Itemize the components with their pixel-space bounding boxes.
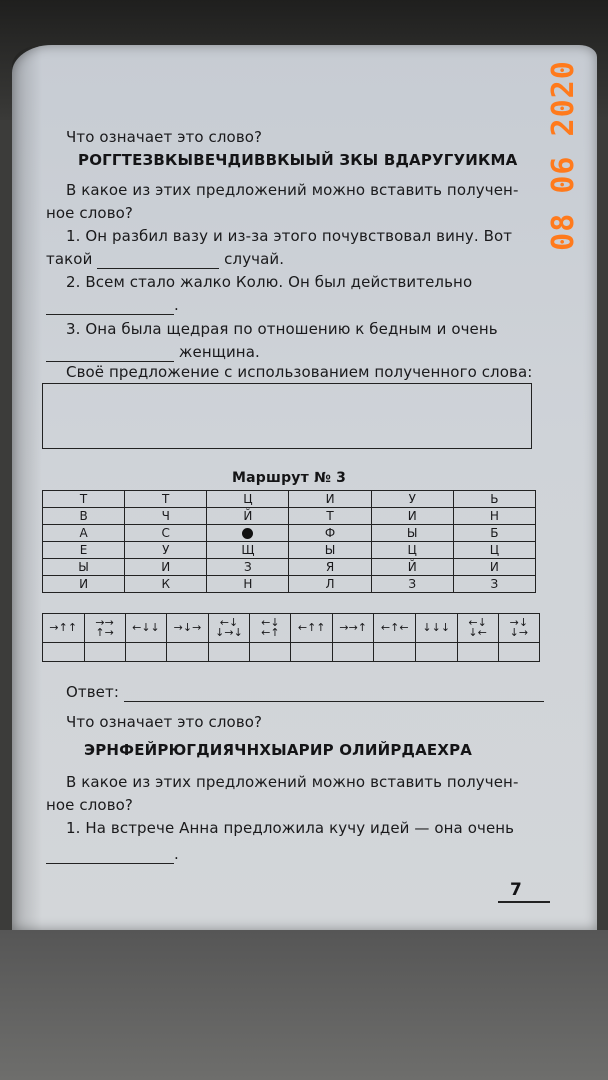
direction-arrows: →→ xyxy=(95,616,114,629)
own-sentence-label: Своё предложение с использованием полученного слова: xyxy=(66,363,533,381)
direction-arrows: ←↓ xyxy=(261,616,280,629)
direction-cell xyxy=(498,614,539,643)
letter-answer-cell[interactable] xyxy=(250,643,291,662)
grid-cell: Ь xyxy=(453,491,535,508)
letter-answer-cell[interactable] xyxy=(374,643,416,662)
grid-cell: У xyxy=(125,542,207,559)
route-title: Маршрут № 3 xyxy=(232,470,347,486)
letter-answer-cell[interactable] xyxy=(498,643,539,662)
question-1: Что означает это слово? xyxy=(66,128,263,146)
direction-cell xyxy=(291,614,333,643)
sentence-2: 2. Всем стало жалко Колю. Он был действительно xyxy=(66,273,473,291)
direction-arrows: ←↑↑ xyxy=(297,621,326,634)
prompt-1-line-1: В какое из этих предложений можно вставить получен- xyxy=(66,181,519,199)
direction-arrows: →→↑ xyxy=(339,621,368,634)
grid-cell: Ы xyxy=(43,559,125,576)
letter-answer-cell[interactable] xyxy=(332,643,374,662)
answer-blank[interactable] xyxy=(124,683,544,702)
sentence-3-line-1: 3. Она была щедрая по отношению к бедным и очень xyxy=(66,320,498,338)
grid-cell: Т xyxy=(125,491,207,508)
blank-4[interactable] xyxy=(46,845,174,864)
blank-3[interactable] xyxy=(46,343,174,362)
direction-arrows: ←↓ xyxy=(468,616,487,629)
page-number-rule xyxy=(498,901,550,903)
grid-cell: И xyxy=(43,576,125,593)
direction-row xyxy=(43,614,540,643)
direction-cell xyxy=(415,614,457,643)
sentence-1-line-1: 1. Он разбил вазу и из-за этого почувствовал вину. Вот xyxy=(66,227,513,245)
puzzle-string-1: РОГГТЕЗВКЫВЕЧДИВВКЫЫЙ ЗКЫ ВДАРУГУИКМА xyxy=(78,151,518,169)
direction-cell xyxy=(125,614,167,643)
own-sentence-box[interactable] xyxy=(42,383,532,449)
direction-cell xyxy=(84,614,125,643)
sentence-3-line-2: женщина. xyxy=(46,343,260,362)
direction-arrows: →↑↑ xyxy=(49,621,78,634)
blank-1[interactable] xyxy=(97,250,219,269)
letter-answer-cell[interactable] xyxy=(167,643,209,662)
sentence-1-line-2: такой случай. xyxy=(46,250,285,268)
grid-cell: И xyxy=(453,559,535,576)
grid-row xyxy=(43,491,536,508)
grid-cell: З xyxy=(371,576,453,593)
grid-cell: К xyxy=(125,576,207,593)
grid-cell: З xyxy=(207,559,289,576)
grid-row xyxy=(43,576,536,593)
letter-answer-cell[interactable] xyxy=(208,643,250,662)
grid-cell: И xyxy=(371,508,453,525)
grid-cell: Щ xyxy=(207,542,289,559)
direction-cell xyxy=(43,614,85,643)
grid-cell: Ц xyxy=(453,542,535,559)
grid-cell: З xyxy=(453,576,535,593)
prompt-2-line-1: В какое из этих предложений можно вставить получен- xyxy=(66,773,519,791)
direction-arrows: ↓→ xyxy=(509,626,529,639)
direction-cell xyxy=(457,614,498,643)
direction-cell xyxy=(250,614,291,643)
grid-cell: Ч xyxy=(125,508,207,525)
direction-table xyxy=(42,613,540,662)
direction-arrows: ←↑ xyxy=(261,626,280,639)
grid-cell: Л xyxy=(289,576,371,593)
direction-arrows: ↓↓↓ xyxy=(422,621,451,634)
prompt-1-line-2: ное слово? xyxy=(46,204,133,222)
letter-answer-cell[interactable] xyxy=(84,643,125,662)
grid-cell: С xyxy=(125,525,207,542)
blank-2[interactable] xyxy=(46,296,174,315)
grid-start-dot xyxy=(207,525,289,542)
grid-row xyxy=(43,525,536,542)
puzzle-string-2: ЭРНФЕЙРЮГДИЯЧНХЫАРИР ОЛИЙРДАЕХРА xyxy=(84,741,473,759)
letter-answer-row xyxy=(43,643,540,662)
direction-arrows: ↓← xyxy=(468,626,487,639)
direction-arrows: ←↓↓ xyxy=(132,621,160,634)
grid-cell: А xyxy=(43,525,125,542)
grid-cell: Т xyxy=(43,491,125,508)
letter-answer-cell[interactable] xyxy=(125,643,167,662)
grid-cell: Ы xyxy=(289,542,371,559)
prompt-2-line-2: ное слово? xyxy=(46,796,133,814)
sentence-4-line-1: 1. На встрече Анна предложила кучу идей — она очень xyxy=(66,819,515,837)
page-shadow xyxy=(12,45,42,930)
grid-cell: Ц xyxy=(371,542,453,559)
grid-cell: И xyxy=(125,559,207,576)
grid-cell: Я xyxy=(289,559,371,576)
letter-grid xyxy=(42,490,536,593)
direction-arrows: →↓ xyxy=(509,616,529,629)
grid-row xyxy=(43,508,536,525)
direction-arrows: ↑→ xyxy=(95,626,114,639)
grid-cell: Й xyxy=(371,559,453,576)
direction-arrows: ←↓ xyxy=(219,616,239,629)
letter-answer-cell[interactable] xyxy=(457,643,498,662)
direction-arrows: ↓→↓ xyxy=(215,626,243,639)
grid-cell: Н xyxy=(453,508,535,525)
grid-cell: И xyxy=(289,491,371,508)
grid-cell: Ы xyxy=(371,525,453,542)
direction-cell xyxy=(208,614,250,643)
grid-cell: Й xyxy=(207,508,289,525)
grid-cell: Е xyxy=(43,542,125,559)
sentence-2-line-2: . xyxy=(46,296,179,315)
letter-answer-cell[interactable] xyxy=(291,643,333,662)
grid-cell: Т xyxy=(289,508,371,525)
direction-cell xyxy=(374,614,416,643)
grid-cell: Ф xyxy=(289,525,371,542)
sentence-4-line-2: . xyxy=(46,845,179,864)
start-dot-icon xyxy=(242,528,253,539)
page-number: 7 xyxy=(510,880,522,900)
letter-answer-cell[interactable] xyxy=(43,643,85,662)
grid-cell: У xyxy=(371,491,453,508)
grid-cell: Ц xyxy=(207,491,289,508)
direction-cell xyxy=(332,614,374,643)
grid-cell: Н xyxy=(207,576,289,593)
grid-row xyxy=(43,559,536,576)
grid-row xyxy=(43,542,536,559)
grid-cell: В xyxy=(43,508,125,525)
letter-answer-cell[interactable] xyxy=(415,643,457,662)
background-table xyxy=(0,930,608,1080)
date-stamp: 08 06 2020 xyxy=(545,60,581,251)
grid-cell: Б xyxy=(453,525,535,542)
direction-arrows: →↓→ xyxy=(173,621,202,634)
direction-cell xyxy=(167,614,209,643)
direction-arrows: ←↑← xyxy=(380,621,409,634)
question-2: Что означает это слово? xyxy=(66,713,263,731)
answer-line: Ответ: xyxy=(66,683,544,702)
